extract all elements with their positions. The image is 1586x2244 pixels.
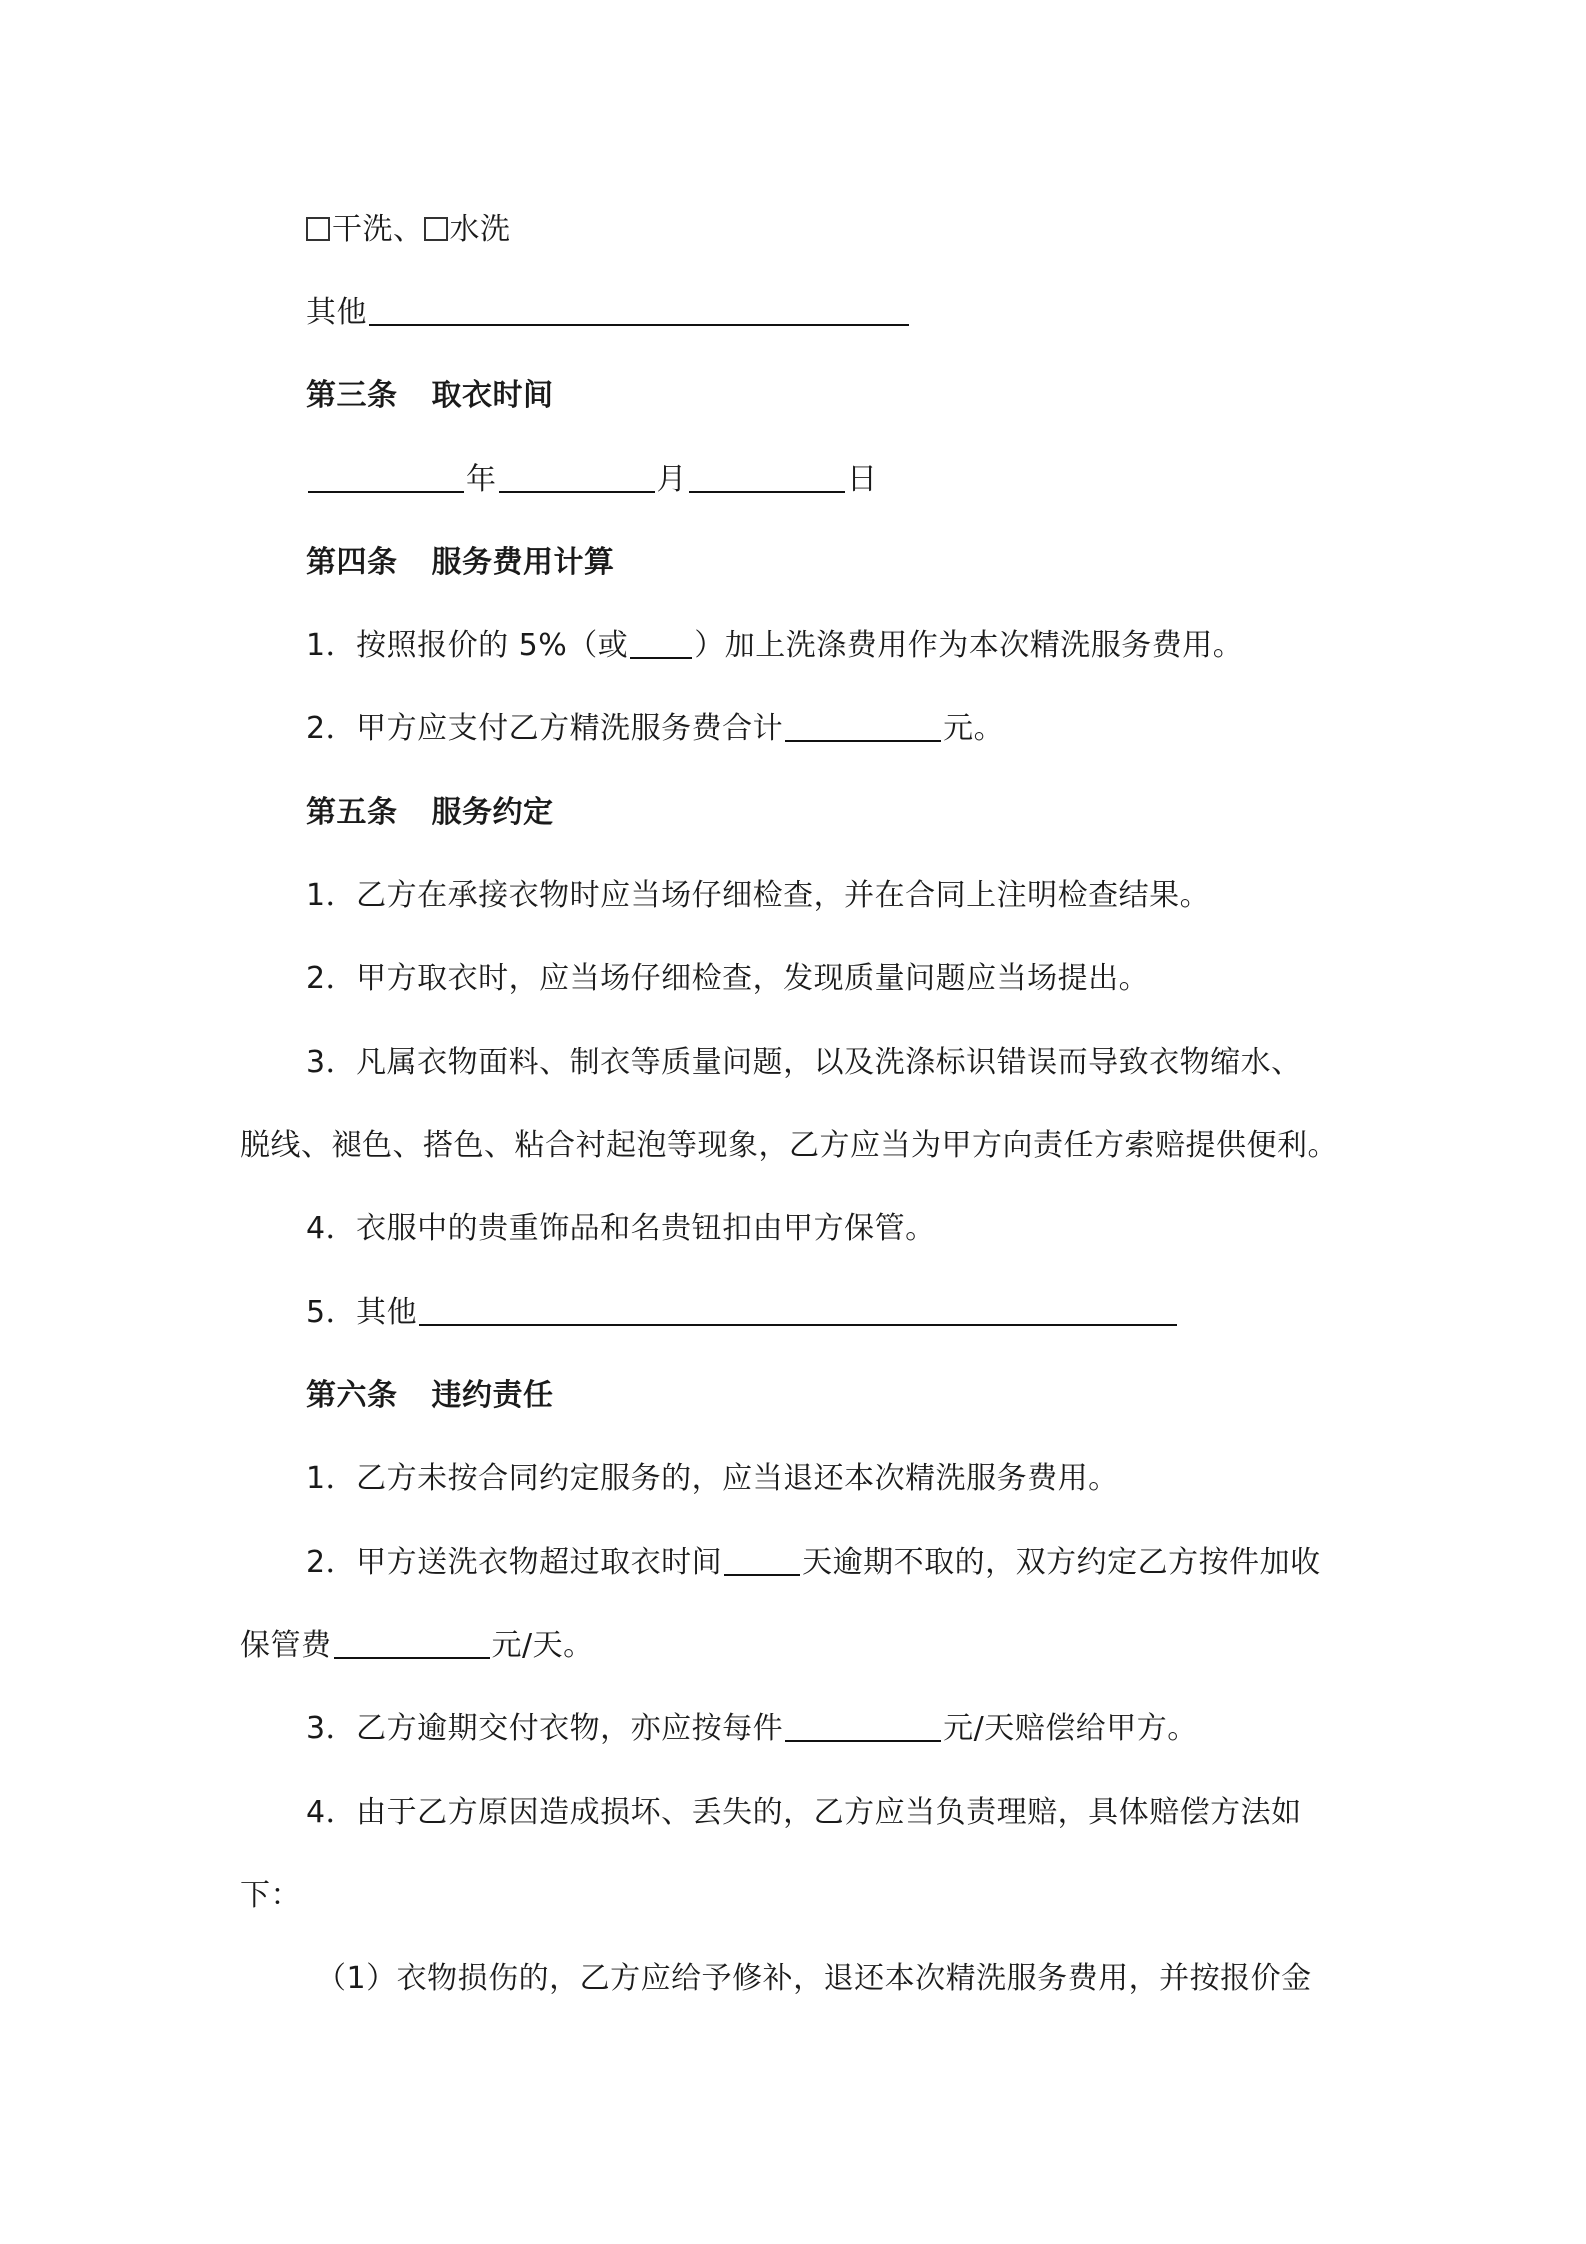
article-6-title: 违约责任 xyxy=(431,1378,554,1413)
article-6-item-2-text-c: 保管费 xyxy=(240,1628,332,1663)
article-6-item-2-text-b: 天逾期不取的，双方约定乙方按件加收 xyxy=(802,1545,1321,1580)
article-4-item-1 xyxy=(306,623,1243,669)
other-line xyxy=(306,290,911,336)
month-blank[interactable] xyxy=(499,461,655,493)
overdue-days-blank[interactable] xyxy=(724,1544,800,1576)
year-blank[interactable] xyxy=(308,461,464,493)
storage-fee-blank[interactable] xyxy=(334,1627,490,1659)
year-label: 年 xyxy=(466,462,497,497)
article-5-item-5-text: 5．其他 xyxy=(306,1295,418,1330)
day-label: 日 xyxy=(847,462,878,497)
water-wash-checkbox[interactable] xyxy=(424,217,448,241)
article-4-item-2 xyxy=(306,706,1004,752)
article-5-heading xyxy=(306,790,554,836)
article-6-item-3-text-a: 3．乙方逾期交付衣物，亦应按每件 xyxy=(306,1711,784,1746)
other-blank[interactable] xyxy=(369,294,909,326)
rate-blank[interactable] xyxy=(630,627,692,659)
late-compensation-blank[interactable] xyxy=(785,1710,941,1742)
article-4-item-2-text-b: 元。 xyxy=(943,711,1005,746)
article-6-item-2-line-2 xyxy=(240,1623,594,1669)
article-3-number: 第三条 xyxy=(306,378,398,413)
article-5-item-2: 2．甲方取衣时，应当场仔细检查，发现质量问题应当场提出。 xyxy=(306,961,1150,996)
article-6-item-4-line-1: 4．由于乙方原因造成损坏、丢失的，乙方应当负责理赔，具体赔偿方法如 xyxy=(306,1795,1302,1830)
article-5-item-4: 4．衣服中的贵重饰品和名贵钮扣由甲方保管。 xyxy=(306,1211,936,1246)
article-6-item-4-sub-1: （1）衣物损伤的，乙方应给予修补，退还本次精洗服务费用，并按报价金 xyxy=(316,1961,1312,1996)
article-4-heading xyxy=(306,540,615,586)
article-5-other-blank[interactable] xyxy=(419,1294,1177,1326)
dry-wash-checkbox[interactable] xyxy=(306,217,330,241)
article-6-item-4-line-2: 下： xyxy=(240,1878,301,1913)
article-6-item-3 xyxy=(306,1706,1198,1752)
article-5-item-5 xyxy=(306,1290,1179,1336)
dry-wash-label: 干洗、 xyxy=(332,212,424,247)
article-5-item-3-line-2: 脱线、褪色、搭色、粘合衬起泡等现象，乙方应当为甲方向责任方索赔提供便利。 xyxy=(240,1128,1338,1163)
article-6-number: 第六条 xyxy=(306,1378,398,1413)
month-label: 月 xyxy=(656,462,687,497)
article-4-item-2-text-a: 2．甲方应支付乙方精洗服务费合计 xyxy=(306,711,784,746)
article-4-item-1-text-a: 1．按照报价的 5%（或 xyxy=(306,628,629,663)
article-4-item-1-text-b: ）加上洗涤费用作为本次精洗服务费用。 xyxy=(694,628,1244,663)
day-blank[interactable] xyxy=(689,461,845,493)
pickup-date-line xyxy=(306,457,878,503)
article-6-item-2-text-d: 元/天。 xyxy=(491,1628,594,1663)
article-5-item-3-line-1: 3．凡属衣物面料、制衣等质量问题，以及洗涤标识错误而导致衣物缩水、 xyxy=(306,1045,1302,1080)
article-4-number: 第四条 xyxy=(306,545,398,580)
other-label: 其他 xyxy=(306,295,367,330)
article-4-title: 服务费用计算 xyxy=(431,545,615,580)
article-6-item-3-text-b: 元/天赔偿给甲方。 xyxy=(943,1711,1198,1746)
article-3-title: 取衣时间 xyxy=(431,378,554,413)
article-3-heading xyxy=(306,373,554,419)
article-5-item-1: 1．乙方在承接衣物时应当场仔细检查，并在合同上注明检查结果。 xyxy=(306,878,1211,913)
article-6-item-2-line-1 xyxy=(306,1540,1321,1586)
article-5-title: 服务约定 xyxy=(431,795,554,830)
article-5-number: 第五条 xyxy=(306,795,398,830)
water-wash-label: 水洗 xyxy=(449,212,511,247)
wash-options xyxy=(306,207,511,253)
article-6-item-2-text-a: 2．甲方送洗衣物超过取衣时间 xyxy=(306,1545,723,1580)
fee-total-blank[interactable] xyxy=(785,710,941,742)
article-6-item-1: 1．乙方未按合同约定服务的，应当退还本次精洗服务费用。 xyxy=(306,1461,1119,1496)
article-6-heading xyxy=(306,1373,554,1419)
